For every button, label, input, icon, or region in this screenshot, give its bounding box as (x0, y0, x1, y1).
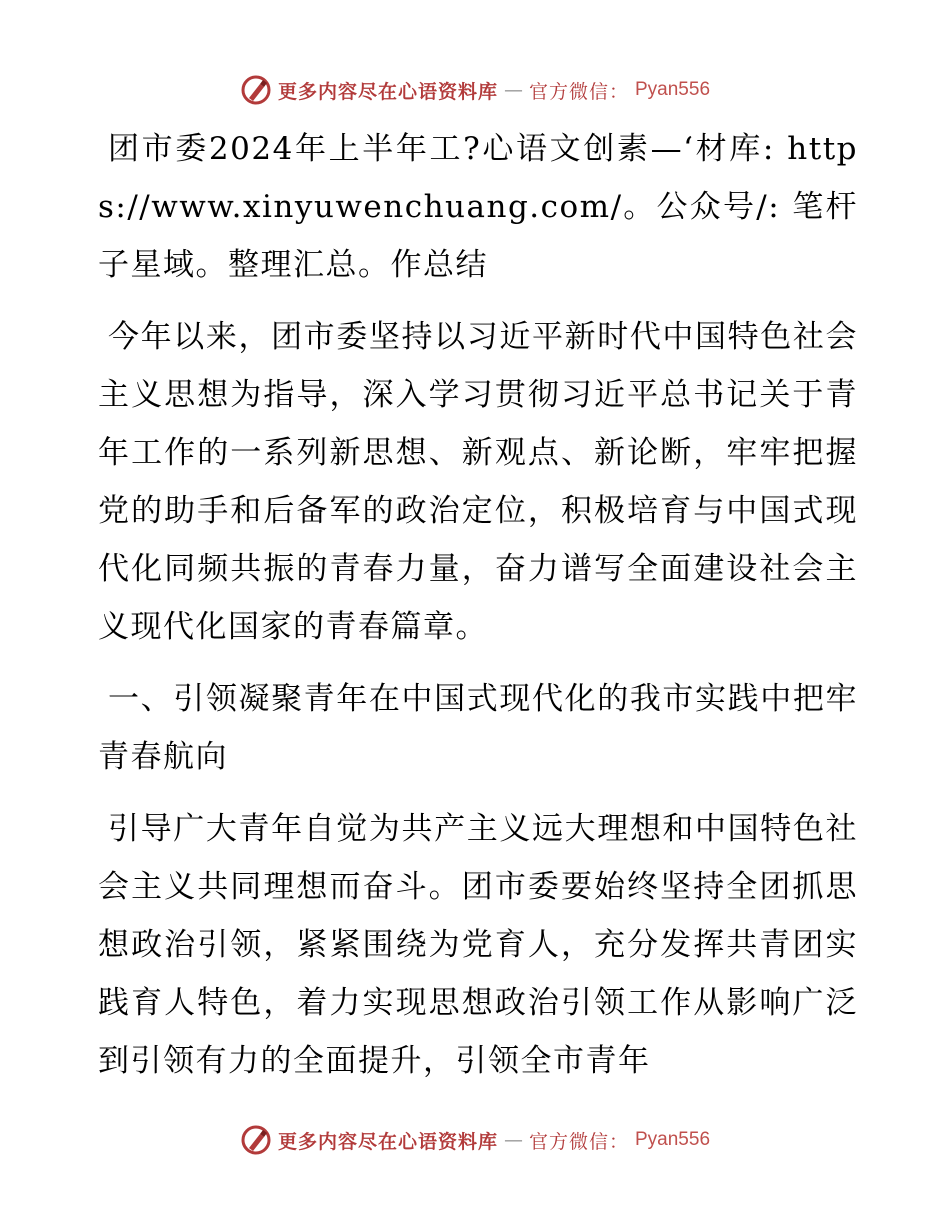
watermark-id: Pyan556 (635, 1129, 711, 1150)
watermark-separator: — (503, 79, 523, 101)
document-body (98, 120, 858, 1090)
document-paragraph: 今年以来，团市委坚持以习近平新时代中国特色社会主义思想为指导，深入学习贯彻习近平总书记关于青年工作的一系列新思想、新观点、新论断，牢牢把握党的助手和后备军的政治定位，积极培育与中国式现代化同频共振的青春力量，奋力谱写全面建设社会主义现代化国家的青春篇章。 (98, 319, 858, 645)
watermark-banner-bottom (0, 1120, 950, 1160)
watermark-lead: 更多内容尽在心语资料库 (277, 1130, 498, 1153)
watermark-banner-top (0, 70, 950, 110)
document-paragraph: 引导广大青年自觉为共产主义远大理想和中国特色社会主义共同理想而奋斗。团市委要始终坚持全团抓思想政治引领，紧紧围绕为党育人，充分发挥共青团实践育人特色，着力实现思想政治引领工作从影响广泛到引领有力的全面提升，引领全市青年 (98, 811, 858, 1079)
document-paragraph: 团市委2024年上半年工?心语文创素—‘材库: https://www.xinyuwenchuang.com/。公众号/: 笔杆子星域。整理汇总。作总结 (98, 131, 858, 283)
pen-logo-icon (240, 74, 272, 106)
section-heading: 一、引领凝聚青年在中国式现代化的我市实践中把牢青春航向 (98, 681, 858, 775)
watermark-tail: 官方微信： (528, 80, 629, 103)
watermark-separator: — (503, 1129, 523, 1151)
pen-logo-icon (240, 1124, 272, 1156)
watermark-tail: 官方微信： (528, 1130, 629, 1153)
watermark-lead: 更多内容尽在心语资料库 (277, 80, 498, 103)
watermark-id: Pyan556 (635, 79, 711, 100)
